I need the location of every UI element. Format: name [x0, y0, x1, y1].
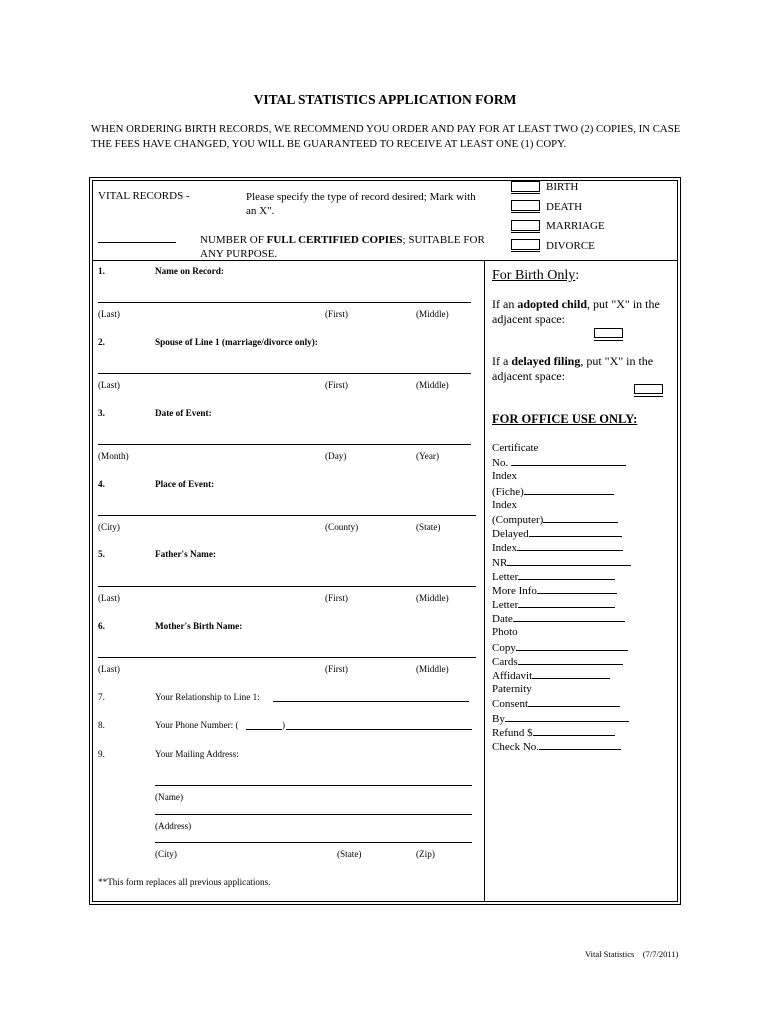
field8-number: 8. [98, 720, 105, 730]
relationship-field[interactable] [273, 701, 469, 702]
copies-instruction: NUMBER OF FULL CERTIFIED COPIES; SUITABLE FOR ANY PURPOSE. [200, 234, 485, 260]
phone-number-field[interactable] [286, 729, 472, 730]
field6-label: Mother's Birth Name: [155, 621, 243, 631]
field2-middle: (Middle) [416, 380, 449, 390]
office-letter: Letter [492, 569, 678, 583]
adopted-checkbox[interactable] [594, 328, 623, 338]
office-paternity: Paternity [492, 683, 532, 696]
more-info-field[interactable] [537, 583, 617, 594]
field8-label: Your Phone Number: ( [155, 720, 239, 730]
office-letter2: Letter [492, 597, 678, 611]
cards-field[interactable] [518, 654, 623, 665]
divorce-label: DIVORCE [546, 240, 595, 252]
date-field[interactable] [513, 611, 625, 622]
office-cards: Cards [492, 654, 678, 668]
delayed-field[interactable] [529, 526, 622, 537]
office-photo: Photo [492, 626, 518, 639]
mailing-zip-caption: (Zip) [416, 849, 435, 859]
mailing-city-caption: (City) [155, 849, 177, 859]
office-index3: Index [492, 540, 678, 554]
date-of-event-field[interactable] [98, 444, 471, 445]
nr-field[interactable] [507, 555, 631, 566]
field8-paren: ) [282, 720, 286, 730]
letter-field[interactable] [518, 569, 615, 580]
mailing-name-field[interactable] [155, 785, 472, 786]
vital-records-label: VITAL RECORDS - [98, 190, 190, 202]
death-label: DEATH [546, 201, 583, 213]
fiche-field[interactable] [524, 484, 614, 495]
field2-number: 2. [98, 337, 105, 347]
adopted-instruction: If an adopted child, put "X" in the adjacent space: [492, 297, 660, 326]
field7-label: Your Relationship to Line 1: [155, 692, 260, 702]
office-index2: Index [492, 498, 518, 511]
office-check-no: Check No. [492, 739, 678, 753]
field4-county: (County) [325, 522, 359, 532]
office-copy: Copy [492, 640, 678, 654]
cert-no-field[interactable] [511, 455, 626, 466]
office-refund: Refund $ [492, 725, 678, 739]
field3-day: (Day) [325, 451, 347, 461]
divorce-checkbox[interactable] [511, 239, 540, 250]
field3-year: (Year) [416, 451, 440, 461]
computer-field[interactable] [543, 512, 618, 523]
field6-middle: (Middle) [416, 664, 449, 674]
field7-number: 7. [98, 692, 105, 702]
field3-label: Date of Event: [155, 408, 212, 418]
field2-label: Spouse of Line 1 (marriage/divorce only): [155, 337, 318, 347]
office-fiche: (Fiche) [492, 484, 678, 498]
field6-last: (Last) [98, 664, 120, 674]
consent-field[interactable] [528, 696, 620, 707]
by-field[interactable] [505, 711, 629, 722]
mailing-name-caption: (Name) [155, 792, 184, 802]
office-nr: NR [492, 555, 678, 569]
specify-instruction: Please specify the type of record desired; Mark with an X". [246, 191, 476, 217]
mailing-address-field[interactable] [155, 814, 472, 815]
birth-checkbox[interactable] [511, 181, 540, 192]
field5-middle: (Middle) [416, 593, 449, 603]
refund-field[interactable] [533, 725, 615, 736]
place-of-event-field[interactable] [98, 515, 476, 516]
office-affidavit: Affidavit [492, 668, 678, 682]
office-use-heading: FOR OFFICE USE ONLY: [492, 412, 638, 426]
field6-first: (First) [325, 664, 348, 674]
field5-number: 5. [98, 549, 105, 559]
field9-label: Your Mailing Address: [155, 749, 239, 759]
birth-only-heading: For Birth Only: [492, 268, 580, 283]
field9-number: 9. [98, 749, 105, 759]
name-on-record-field[interactable] [98, 302, 471, 303]
field1-number: 1. [98, 266, 105, 276]
mailing-address-caption: (Address) [155, 821, 192, 831]
spouse-field[interactable] [98, 373, 471, 374]
marriage-label: MARRIAGE [546, 220, 605, 232]
footer-text: Vital Statistics (7/7/2011) [585, 949, 679, 959]
column-divider [484, 260, 485, 902]
office-computer: (Computer) [492, 512, 678, 526]
office-cert-no: No. [492, 455, 678, 469]
copy-field[interactable] [516, 640, 628, 651]
office-index: Index [492, 470, 518, 483]
office-by: By [492, 711, 678, 725]
office-more-info: More Info [492, 583, 678, 597]
check-no-field[interactable] [539, 739, 621, 750]
delayed-checkbox[interactable] [634, 384, 663, 394]
letter2-field[interactable] [518, 597, 615, 608]
field1-first: (First) [325, 309, 348, 319]
office-date: Date [492, 611, 678, 625]
field5-label: Father's Name: [155, 549, 216, 559]
form-title: VITAL STATISTICS APPLICATION FORM [253, 92, 517, 107]
field1-label: Name on Record: [155, 266, 224, 276]
mailing-state-caption: (State) [337, 849, 362, 859]
field3-month: (Month) [98, 451, 129, 461]
mother-name-field[interactable] [98, 657, 476, 658]
copies-count-field[interactable] [98, 242, 176, 243]
death-checkbox[interactable] [511, 200, 540, 211]
marriage-checkbox[interactable] [511, 220, 540, 231]
birth-label: BIRTH [546, 181, 579, 193]
affidavit-field[interactable] [532, 668, 610, 679]
delayed-instruction: If a delayed filing, put "X" in the adjacent space: [492, 354, 654, 383]
field4-city: (City) [98, 522, 120, 532]
field4-label: Place of Event: [155, 479, 215, 489]
field2-first: (First) [325, 380, 348, 390]
father-name-field[interactable] [98, 586, 476, 587]
area-code-field[interactable] [246, 729, 282, 730]
mailing-city-field[interactable] [155, 842, 472, 843]
office-use-block [492, 441, 678, 753]
index-field[interactable] [517, 540, 623, 551]
field5-last: (Last) [98, 593, 120, 603]
field4-number: 4. [98, 479, 105, 489]
replacement-note: **This form replaces all previous applications. [98, 877, 271, 887]
field4-state: (State) [416, 522, 441, 532]
office-consent: Consent [492, 696, 678, 710]
office-certificate: Certificate [492, 442, 539, 454]
field1-last: (Last) [98, 309, 120, 319]
field1-middle: (Middle) [416, 309, 449, 319]
intro-text: WHEN ORDERING BIRTH RECORDS, WE RECOMMEND YOU ORDER AND PAY FOR AT LEAST TWO (2) COPIES, IN CASE THE FEES HAVE CHANGED, YOU WILL BE GUARANTEED TO RECEIVE AT LEAST ONE (1) COPY. [91, 123, 681, 150]
office-delayed: Delayed [492, 526, 678, 540]
field6-number: 6. [98, 621, 105, 631]
field5-first: (First) [325, 593, 348, 603]
field2-last: (Last) [98, 380, 120, 390]
field3-number: 3. [98, 408, 105, 418]
